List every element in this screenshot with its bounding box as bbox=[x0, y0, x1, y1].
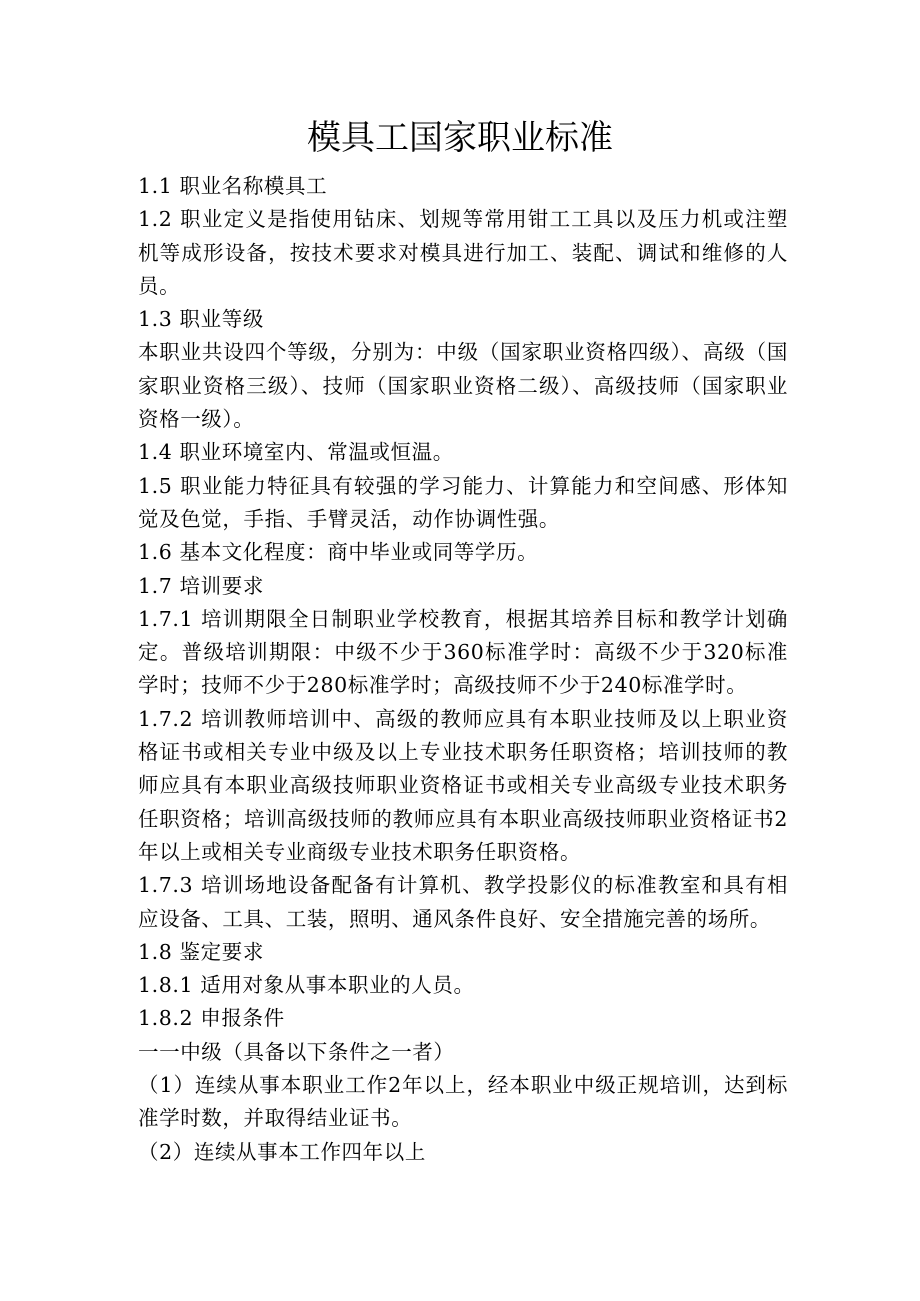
section-1-3-text: 本职业共设四个等级，分别为：中级（国家职业资格四级）、高级（国家职业资格三级）、技师（国家职业资格二级）、高级技师（国家职业资格一级）。 bbox=[138, 340, 788, 432]
section-1-8-1: 1.8.1 适用对象从事本职业的人员。 bbox=[138, 973, 475, 998]
section-1-7-3: 1.7.3 培训场地设备配备有计算机、教学投影仪的标准教室和具有相应设备、工具、工装，照明、通风条件良好、安全措施完善的场所。 bbox=[138, 873, 788, 931]
section-1-2: 1.2 职业定义是指使用钻床、划规等常用钳工工具以及压力机或注塑机等成形设备，按技术要求对模具进行加工、装配、调试和维修的人员。 bbox=[138, 207, 788, 298]
intermediate-level-heading: 一一中级（具备以下条件之一者） bbox=[138, 1039, 455, 1064]
section-1-7-1: 1.7.1 培训期限全日制职业学校教育，根据其培养目标和教学计划确定。普级培训期限：中级不少于360标准学时：高级不少于320标准学时；技师不少于280标准学时；高级技师不少于240标准学时。 bbox=[138, 606, 788, 698]
section-1-6: 1.6 基本文化程度：商中毕业或同等学历。 bbox=[138, 540, 539, 565]
document-body bbox=[138, 170, 788, 1169]
section-1-5: 1.5 职业能力特征具有较强的学习能力、计算能力和空间感、形体知觉及色觉，手指、手臂灵活，动作协调性强。 bbox=[138, 473, 788, 531]
document-title: 模具工国家职业标准 bbox=[307, 118, 613, 158]
section-1-8: 1.8 鉴定要求 bbox=[138, 939, 264, 964]
section-1-3: 1.3 职业等级 bbox=[138, 307, 264, 332]
section-1-1: 1.1 职业名称模具工 bbox=[138, 174, 328, 198]
condition-2: （2）连续从事本工作四年以上 bbox=[138, 1139, 426, 1164]
section-1-8-2: 1.8.2 申报条件 bbox=[138, 1006, 285, 1031]
section-1-7-2: 1.7.2 培训教师培训中、高级的教师应具有本职业技师及以上职业资格证书或相关专业中级及以上专业技术职务任职资格；培训技师的教师应具有本职业高级技师职业资格证书或相关专业高级专业技术职务任职资格；培训高级技师的教师应具有本职业高级技师职业资格证书2年以上或相关专业商级专业技术职务任职资格。 bbox=[138, 706, 788, 864]
condition-1: （1）连续从事本职业工作2年以上，经本职业中级正规培训，达到标准学时数，并取得结业证书。 bbox=[138, 1073, 788, 1131]
section-1-7: 1.7 培训要求 bbox=[138, 573, 264, 598]
section-1-4: 1.4 职业环境室内、常温或恒温。 bbox=[138, 440, 454, 465]
